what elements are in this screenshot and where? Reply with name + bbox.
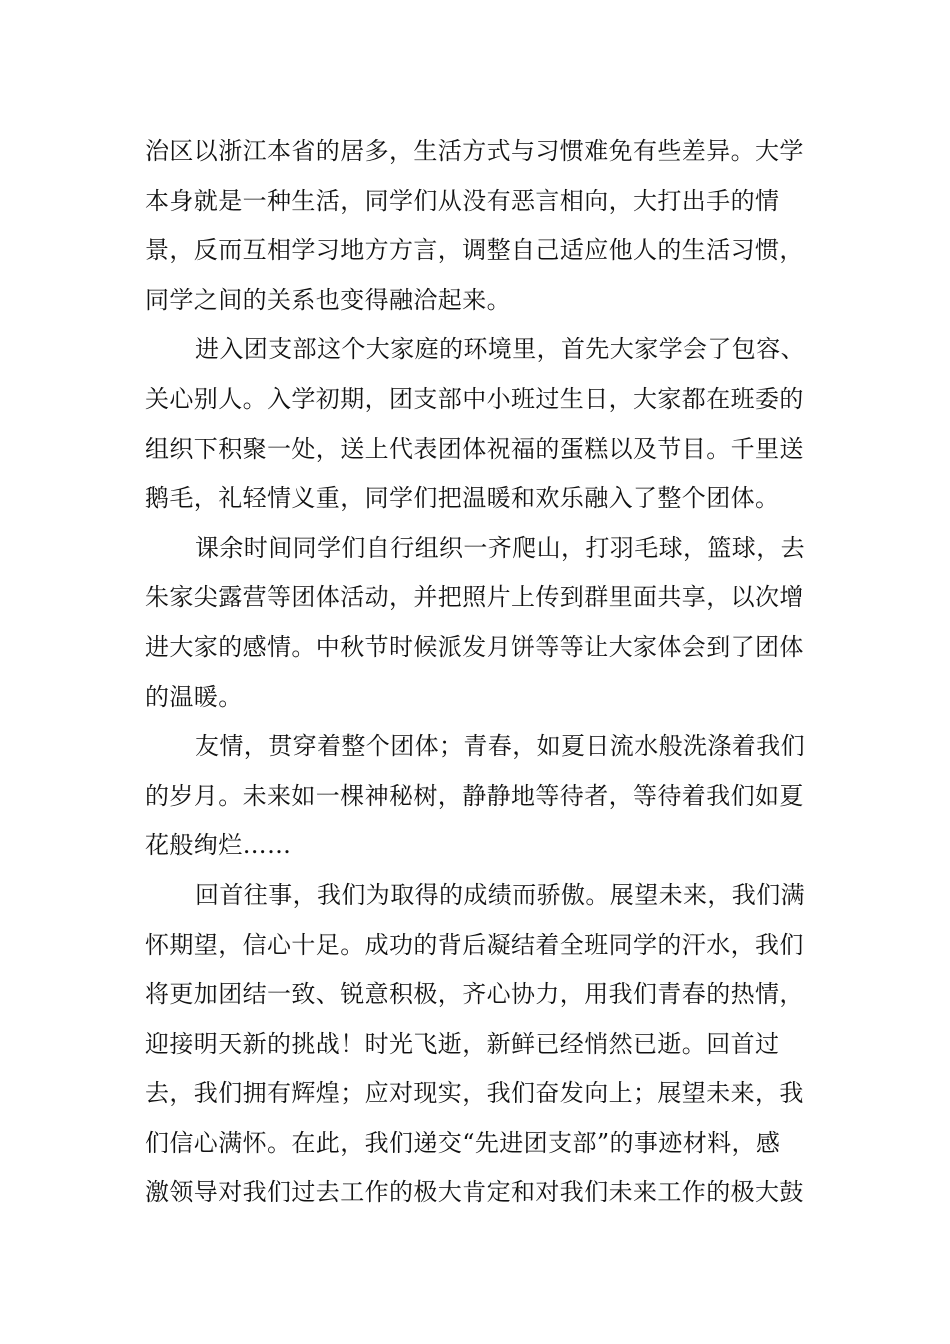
- paragraph-first-line: 友情，贯穿着整个团体；青春，如夏日流水般洗涤着我们: [195, 732, 805, 761]
- text-line: 激领导对我们过去工作的极大肯定和对我们未来工作的极大鼓: [145, 1178, 804, 1207]
- text-line: 进大家的感情。中秋节时候派发月饼等等让大家体会到了团体: [145, 632, 804, 661]
- text-line: 花般绚烂……: [145, 831, 292, 860]
- text-line: 鹅毛，礼轻情义重，同学们把温暖和欢乐融入了整个团体。: [145, 484, 780, 513]
- paragraph-first-line: 回首往事，我们为取得的成绩而骄傲。展望未来，我们满: [195, 880, 805, 909]
- text-line: 同学之间的关系也变得融洽起来。: [145, 285, 511, 314]
- text-line: 的岁月。未来如一棵神秘树，静静地等待者，等待着我们如夏: [145, 781, 804, 810]
- text-line: 朱家尖露营等团体活动，并把照片上传到群里面共享，以次增: [145, 583, 804, 612]
- text-line: 本身就是一种生活，同学们从没有恶言相向，大打出手的情: [145, 186, 780, 215]
- text-line: 们信心满怀。在此，我们递交“先进团支部”的事迹材料，感: [145, 1128, 781, 1157]
- text-line: 怀期望，信心十足。成功的背后凝结着全班同学的汗水，我们: [145, 930, 804, 959]
- text-line: 关心别人。入学初期，团支部中小班过生日，大家都在班委的: [145, 384, 804, 413]
- text-line: 景，反而互相学习地方方言，调整自己适应他人的生活习惯，: [145, 236, 804, 265]
- text-line: 组织下积聚一处，送上代表团体祝福的蛋糕以及节目。千里送: [145, 434, 804, 463]
- paragraph-first-line: 进入团支部这个大家庭的环境里，首先大家学会了包容、: [195, 335, 805, 364]
- text-line: 治区以浙江本省的居多，生活方式与习惯难免有些差异。大学: [145, 137, 804, 165]
- text-line: 迎接明天新的挑战！时光飞逝，新鲜已经悄然已逝。回首过: [145, 1029, 780, 1058]
- paragraph-first-line: 课余时间同学们自行组织一齐爬山，打羽毛球，篮球，去: [195, 533, 805, 562]
- text-line: 将更加团结一致、锐意积极，齐心协力，用我们青春的热情，: [145, 980, 804, 1009]
- document-body: [145, 127, 807, 1218]
- text-line: 的温暖。: [145, 682, 243, 711]
- text-line: 去，我们拥有辉煌；应对现实，我们奋发向上；展望未来，我: [145, 1079, 804, 1108]
